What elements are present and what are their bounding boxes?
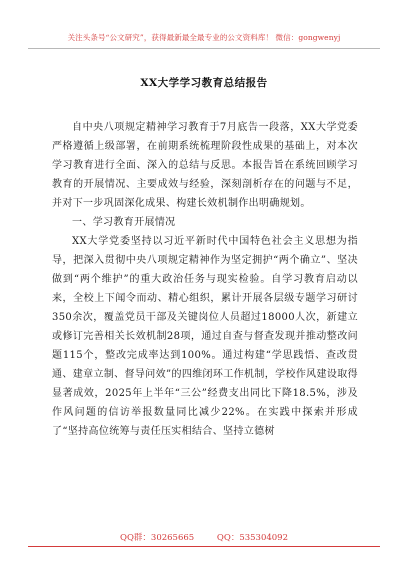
- header-divider: [28, 48, 380, 49]
- footer-qq-group: QQ群：30265665: [119, 533, 195, 543]
- footer-divider: [28, 546, 380, 547]
- body-paragraph: XX大学党委坚持以习近平新时代中国特色社会主义思想为指导，把深入贯彻中央八项规定精神作为坚定拥护“两个确立”、坚决做到“两个维护”的重大政治任务与现实检验。自学习教育启动以来，全校上下闻令而动、精心组织，累计开展各层级专题学习研讨350余次，覆盖党员干部及关键岗位人员超过18000人次，新建立或修订完善相关长效机制28项，通过自查与督查发现并推动整改问题115个，整改完成率达到100%。通过构建“学思践悟、查改贯通、建章立制、督导问效”的四维闭环工作机制，学校作风建设取得显著成效，2025年上半年“三公”经费支出同比下降18.5%，涉及作风问题的信访举报数量同比减少22%。在实践中探索并形成了“坚持高位统筹与责任压实相结合、坚持立德树: [52, 236, 358, 437]
- footer-contact: [0, 531, 408, 543]
- section-heading: 一、学习教育开展情况: [72, 217, 176, 228]
- header-notice: 关注头条号“公文研究”，获得最新最全最专业的公文资料库！ 微信：gongwenyj: [67, 33, 341, 42]
- intro-paragraph: 自中央八项规定精神学习教育于7月底告一段落，XX大学党委严格遵循上级部署，在前期系统梳理阶段性成果的基础上，对本次学习教育进行全面、深入的总结与反思。本报告旨在系统回顾学习教育的开展情况、主要成效与经验，深刻剖析存在的问题与不足，并对下一步巩固深化成果、构建长效机制作出明确规划。: [52, 122, 358, 209]
- document-body: [52, 118, 358, 441]
- document-title: XX大学学习教育总结报告: [140, 77, 268, 89]
- footer-qq: QQ：535304092: [216, 533, 288, 543]
